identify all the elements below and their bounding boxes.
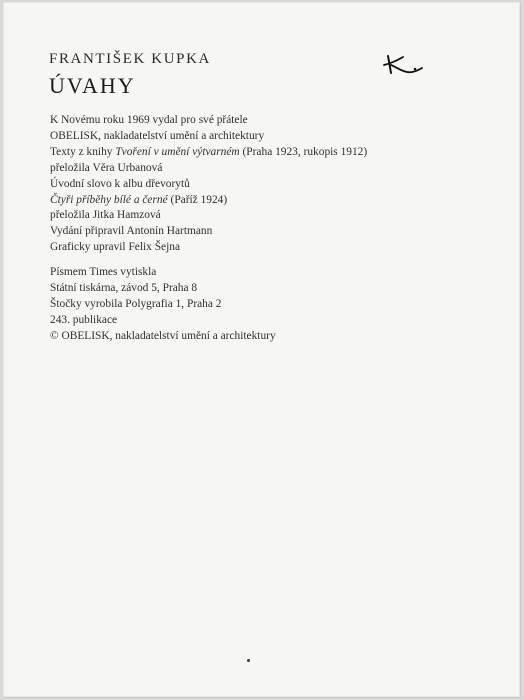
printing-line: Písmem Times vytiskla [50, 266, 157, 278]
colophon-line: přeložila Jitka Hamzová [50, 209, 161, 222]
printing-line: © OBELISK, nakladatelství umění a architektury [50, 329, 276, 342]
printing-block [50, 265, 276, 345]
colophon-text: (Praha 1923, rukopis 1912) [242, 145, 368, 158]
colophon-line: OBELISK, nakladatelství umění a architektury [50, 129, 265, 142]
colophon-text: (Paříž 1924) [170, 193, 228, 206]
colophon-line: K Novému roku 1969 vydal pro své přátele [50, 114, 248, 126]
book-page [3, 2, 520, 697]
colophon-block [50, 113, 367, 256]
page-dot-mark [247, 659, 250, 662]
colophon-text: Texty z knihy [50, 145, 113, 158]
colophon-book-title: Tvoření v umění výtvarném [115, 145, 240, 158]
book-title: ÚVAHY [49, 73, 136, 98]
printing-line: 243. publikace [50, 313, 118, 326]
printing-line: Štočky vyrobila Polygrafia 1, Praha 2 [50, 297, 222, 310]
colophon-line [50, 145, 367, 161]
colophon-line: Úvodní slovo k albu dřevorytů [50, 177, 190, 190]
author-name: FRANTIŠEK KUPKA [49, 51, 211, 67]
colophon-line: přeložila Věra Urbanová [50, 161, 163, 174]
signature-monogram [382, 52, 424, 76]
colophon-line: Graficky upravil Felix Šejna [50, 241, 181, 254]
colophon-book-title: Čtyři příběhy bílé a černé [50, 193, 168, 206]
colophon-line: Vydání připravil Antonín Hartmann [50, 225, 213, 238]
colophon-line [50, 193, 367, 209]
printing-line: Státní tiskárna, závod 5, Praha 8 [50, 281, 198, 294]
